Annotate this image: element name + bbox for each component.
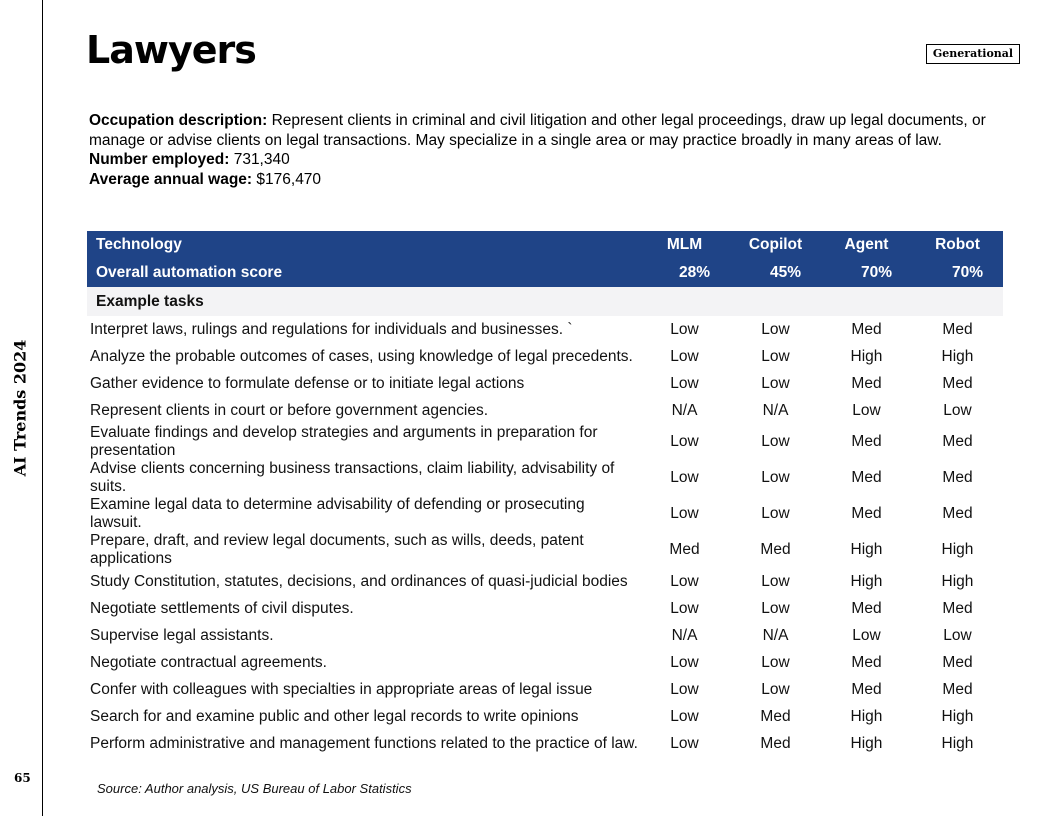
rating-agent: Med [851, 374, 882, 392]
rating-agent: Med [851, 433, 882, 450]
rating-copilot: Low [761, 347, 790, 365]
rating-copilot: N/A [762, 626, 789, 644]
rating-agent: Med [851, 680, 882, 698]
rating-copilot: Low [761, 505, 790, 522]
rating-copilot: Low [761, 469, 790, 486]
rating-agent: High [850, 707, 883, 725]
occupation-description [89, 111, 1009, 150]
rating-copilot: Med [760, 734, 791, 752]
page-title: Lawyers [86, 28, 256, 72]
header-robot: Robot [912, 231, 1003, 259]
header-technology: Technology [87, 231, 639, 259]
rating-agent: Med [851, 505, 882, 522]
overall-score-label: Overall automation score [87, 259, 639, 287]
table-row [87, 703, 1003, 730]
task-description: Supervise legal assistants. [90, 626, 274, 644]
rating-robot: Med [942, 505, 973, 522]
rating-copilot: Med [760, 707, 791, 725]
rating-copilot: Low [761, 433, 790, 450]
rating-mlm: Low [670, 680, 699, 698]
rating-mlm: Low [670, 707, 699, 725]
table-row [87, 649, 1003, 676]
header-mlm: MLM [639, 231, 730, 259]
task-description: Gather evidence to formulate defense or to initiate legal actions [90, 374, 525, 392]
rating-agent: High [850, 541, 883, 558]
table-row [87, 460, 1003, 496]
rating-agent: Med [851, 469, 882, 486]
rating-mlm: N/A [671, 401, 698, 419]
rating-mlm: Low [670, 433, 699, 450]
task-description: Study Constitution, statutes, decisions, and ordinances of quasi-judicial bodies [90, 572, 628, 590]
task-description: Negotiate contractual agreements. [90, 653, 327, 671]
rating-agent: High [850, 347, 883, 365]
page-number: 65 [14, 771, 31, 785]
automation-table [87, 231, 1003, 757]
employed-value: 731,340 [229, 151, 290, 168]
table-row [87, 568, 1003, 595]
rating-agent: Low [852, 401, 881, 419]
header-agent: Agent [821, 231, 912, 259]
rating-copilot: Med [760, 541, 791, 558]
rating-mlm: Low [670, 374, 699, 392]
rating-agent: Med [851, 653, 882, 671]
rating-copilot: Low [761, 680, 790, 698]
rating-mlm: Low [670, 653, 699, 671]
rating-mlm: Low [670, 347, 699, 365]
table-row [87, 316, 1003, 343]
task-description: Examine legal data to determine advisability of defending or prosecuting lawsuit. [90, 496, 585, 531]
rating-robot: Low [943, 626, 972, 644]
rating-mlm: Low [670, 505, 699, 522]
task-description: Evaluate findings and develop strategies and arguments in preparation for presentation [90, 424, 598, 459]
side-rule [42, 0, 43, 816]
table-row [87, 676, 1003, 703]
rating-copilot: Low [761, 572, 790, 590]
rating-copilot: Low [761, 653, 790, 671]
rating-agent: Low [852, 626, 881, 644]
table-row [87, 496, 1003, 532]
rating-mlm: Low [670, 599, 699, 617]
overall-score-row [87, 259, 1003, 287]
task-description: Prepare, draft, and review legal documents, such as wills, deeds, patent applications [90, 532, 584, 567]
rating-agent: Med [851, 599, 882, 617]
table-row [87, 532, 1003, 568]
rating-copilot: Low [761, 599, 790, 617]
table-row [87, 397, 1003, 424]
rating-mlm: Med [669, 541, 700, 558]
task-description: Interpret laws, rulings and regulations for individuals and businesses. ` [90, 320, 573, 338]
rating-robot: Med [942, 320, 973, 338]
task-description: Analyze the probable outcomes of cases, using knowledge of legal precedents. [90, 347, 633, 365]
example-tasks-label: Example tasks [87, 287, 1003, 316]
overall-score-mlm: 28% [639, 259, 730, 287]
rating-robot: Med [942, 599, 973, 617]
task-description: Negotiate settlements of civil disputes. [90, 599, 354, 617]
rating-mlm: Low [670, 572, 699, 590]
rating-mlm: Low [670, 320, 699, 338]
table-row [87, 370, 1003, 397]
rating-robot: High [941, 541, 974, 558]
side-title: AI Trends 2024 [10, 339, 30, 477]
task-description: Confer with colleagues with specialties in appropriate areas of legal issue [90, 680, 593, 698]
rating-robot: Med [942, 653, 973, 671]
task-description: Advise clients concerning business transactions, claim liability, advisability of suits. [90, 460, 615, 495]
rating-agent: Med [851, 320, 882, 338]
overall-score-copilot: 45% [730, 259, 821, 287]
rating-mlm: N/A [671, 626, 698, 644]
rating-copilot: N/A [762, 401, 789, 419]
rating-robot: Med [942, 469, 973, 486]
rating-copilot: Low [761, 320, 790, 338]
rating-robot: Med [942, 374, 973, 392]
rating-robot: Med [942, 680, 973, 698]
employed-label: Number employed: [89, 151, 230, 168]
wage-value: $176,470 [252, 170, 322, 188]
occupation-summary [89, 111, 1009, 189]
number-employed [89, 150, 1009, 170]
rating-robot: High [941, 707, 974, 725]
overall-score-agent: 70% [821, 259, 912, 287]
task-description: Search for and examine public and other legal records to write opinions [90, 707, 579, 725]
average-wage [89, 170, 1009, 190]
table-row [87, 622, 1003, 649]
table-row [87, 424, 1003, 460]
wage-label: Average annual wage: [89, 170, 253, 188]
task-description: Perform administrative and management functions related to the practice of law. [90, 734, 638, 752]
category-badge: Generational [926, 44, 1020, 64]
header-copilot: Copilot [730, 231, 821, 259]
task-description: Represent clients in court or before government agencies. [90, 401, 489, 419]
table-row [87, 595, 1003, 622]
table-row [87, 730, 1003, 757]
rating-robot: High [941, 347, 974, 365]
rating-robot: Low [943, 401, 972, 419]
rating-robot: High [941, 572, 974, 590]
overall-score-robot: 70% [912, 259, 1003, 287]
occupation-label: Occupation description: [89, 112, 268, 129]
rating-agent: High [850, 734, 883, 752]
occupation-text: Represent clients in criminal and civil litigation and other legal proceedings, draw up legal documents, or manage or advise clients on legal transactions. May specialize in a single area or may practice broadly in many areas of law. [89, 112, 986, 149]
rating-agent: High [850, 572, 883, 590]
example-tasks-row [87, 287, 1003, 316]
rating-mlm: Low [670, 469, 699, 486]
source-note: Source: Author analysis, US Bureau of Labor Statistics [97, 781, 412, 796]
rating-mlm: Low [670, 734, 699, 752]
rating-robot: Med [942, 433, 973, 450]
rating-copilot: Low [761, 374, 790, 392]
table-header-row [87, 231, 1003, 259]
rating-robot: High [941, 734, 974, 752]
table-row [87, 343, 1003, 370]
